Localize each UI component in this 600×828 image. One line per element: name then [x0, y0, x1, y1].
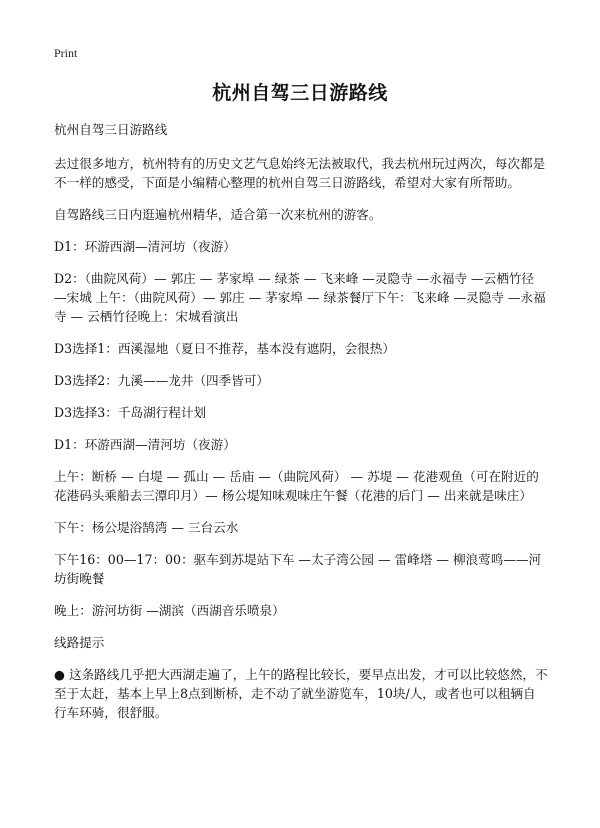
page-title: 杭州自驾三日游路线 — [212, 82, 388, 104]
day1-evening: 晚上：游河坊街 —湖滨（西湖音乐喷泉） — [54, 603, 285, 618]
day3-option-1: D3选择1：西溪湿地（夏日不推荐，基本没有遮阴，会很热） — [54, 341, 395, 356]
day1-afternoon: 下午：杨公堤浴鹄湾 — 三台云水 — [54, 520, 239, 535]
day1-late-afternoon: 下午16：00—17：00：驱车到苏堤站下车 —太子湾公园 — 雷峰塔 — 柳浪莺鸣——河坊街晚餐 — [54, 552, 542, 586]
article-subtitle: 杭州自驾三日游路线 — [54, 122, 168, 137]
day2-overview: D2：（曲院风荷）— 郭庄 — 茅家埠 — 绿茶 — 飞来峰 —灵隐寺 —永福寺 —云栖竹径 —宋城 上午：（曲院风荷）— 郭庄 — 茅家埠 — 绿茶餐厅下午：飞来峰 —灵隐寺 —永福寺 — 云栖竹径晚上：宋城看演出 — [54, 271, 546, 324]
day1-heading: D1：环游西湖—清河坊（夜游） — [54, 437, 236, 452]
day1-overview: D1：环游西湖—清河坊（夜游） — [54, 239, 236, 254]
article-body — [54, 120, 548, 735]
day3-option-3: D3选择3：千岛湖行程计划 — [54, 405, 207, 420]
day1-morning: 上午：断桥 — 白堤 — 孤山 — 岳庙 —（曲院风荷） — 苏堤 — 花港观鱼（可在附近的花港码头乘船去三潭印月）— 杨公堤知味观味庄午餐（花港的后门 — 出来就是味庄） — [54, 469, 539, 503]
route-tips-heading: 线路提示 — [54, 635, 105, 650]
intro-paragraph: 去过很多地方，杭州特有的历史文艺气息始终无法被取代，我去杭州玩过两次，每次都是不一样的感受，下面是小编精心整理的杭州自驾三日游路线，希望对大家有所帮助。 — [54, 156, 546, 190]
summary-paragraph: 自驾路线三日内逛遍杭州精华，适合第一次来杭州的游客。 — [54, 207, 382, 222]
print-link[interactable]: Print — [54, 46, 78, 60]
route-tip-item: ● 这条路线几乎把大西湖走遍了，上午的路程比较长，要早点出发，才可以比较悠然，不至于太赶，基本上早上8点到断桥，走不动了就坐游览车，10块/人，或者也可以租辆自行车环骑，很舒服。 — [54, 667, 548, 720]
day3-option-2: D3选择2：九溪——龙井（四季皆可） — [54, 373, 270, 388]
